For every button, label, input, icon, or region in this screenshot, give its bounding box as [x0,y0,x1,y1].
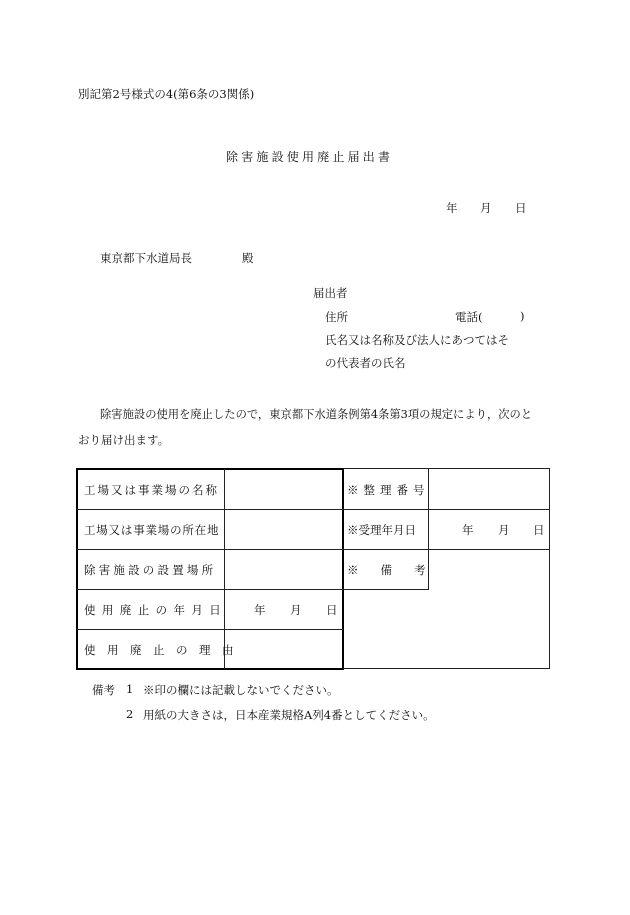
note-number: 1 [126,682,134,696]
row-label-abolition-date: 使用廃止の年月日 [84,603,228,617]
ref-number-label: ※整理番号 [347,483,430,497]
addressee-name: 東京都下水道局長 [100,251,192,265]
note-text: 用紙の大きさは，日本産業規格A列4番としてください。 [143,708,435,722]
addressee-honorific: 殿 [242,251,254,265]
side-border-top [343,468,549,469]
received-day-label: 日 [533,523,545,537]
abolition-month-label: 月 [290,603,302,617]
note-text: ※印の欄には記載しないでください。 [143,683,339,697]
remarks-label: ※備考 [347,563,448,577]
body-text-line2: おり届け出ます。 [78,433,170,447]
submitter-name-line2: の代表者の氏名 [325,356,406,370]
row-label-facility-location: 除害施設の設置場所 [84,563,217,577]
abolition-day-label: 日 [326,603,338,617]
side-border-bottom [343,668,550,669]
table-left-border-right [342,468,344,670]
received-year-label: 年 [462,523,474,537]
table-row-divider [77,629,343,630]
row-label-abolition-reason: 使用廃止の理由 [84,643,245,657]
side-row-divider [343,549,549,550]
received-month-label: 月 [498,523,510,537]
phone-label: 電話( [455,310,483,324]
form-reference: 別記第2号様式の4(第6条の3関係) [78,87,255,101]
table-row-divider [77,509,343,510]
address-label: 住所 [325,310,348,324]
note-number: 2 [126,707,134,721]
abolition-year-label: 年 [254,603,266,617]
side-border-right [549,468,550,669]
body-text-line1: 除害施設の使用を廃止したので，東京都下水道条例第4条第3項の規定により，次のと [100,408,533,421]
table-left-border-top [76,468,344,470]
row-label-business-address: 工場又は事業場の所在地 [84,523,220,537]
date-year-label: 年 [446,201,458,215]
table-left-border-left [76,468,78,670]
date-month-label: 月 [480,201,492,215]
table-row-divider [77,549,343,550]
table-left-border-bottom [76,668,344,670]
notes-heading: 備考 [92,683,115,697]
table-row-divider [77,589,343,590]
form-title: 除害施設使用廃止届出書 [226,150,394,164]
remarks-label-bottom [343,589,429,590]
row-label-business-name: 工場又は事業場の名称 [84,483,219,497]
table-column-divider [224,469,225,669]
date-day-label: 日 [515,201,527,215]
side-row-divider [343,509,549,510]
received-date-label: ※受理年月日 [347,523,416,537]
phone-close: ) [520,309,525,323]
submitter-label: 届出者 [313,286,348,300]
submitter-name-line1: 氏名又は名称及び法人にあつてはそ [325,333,509,347]
